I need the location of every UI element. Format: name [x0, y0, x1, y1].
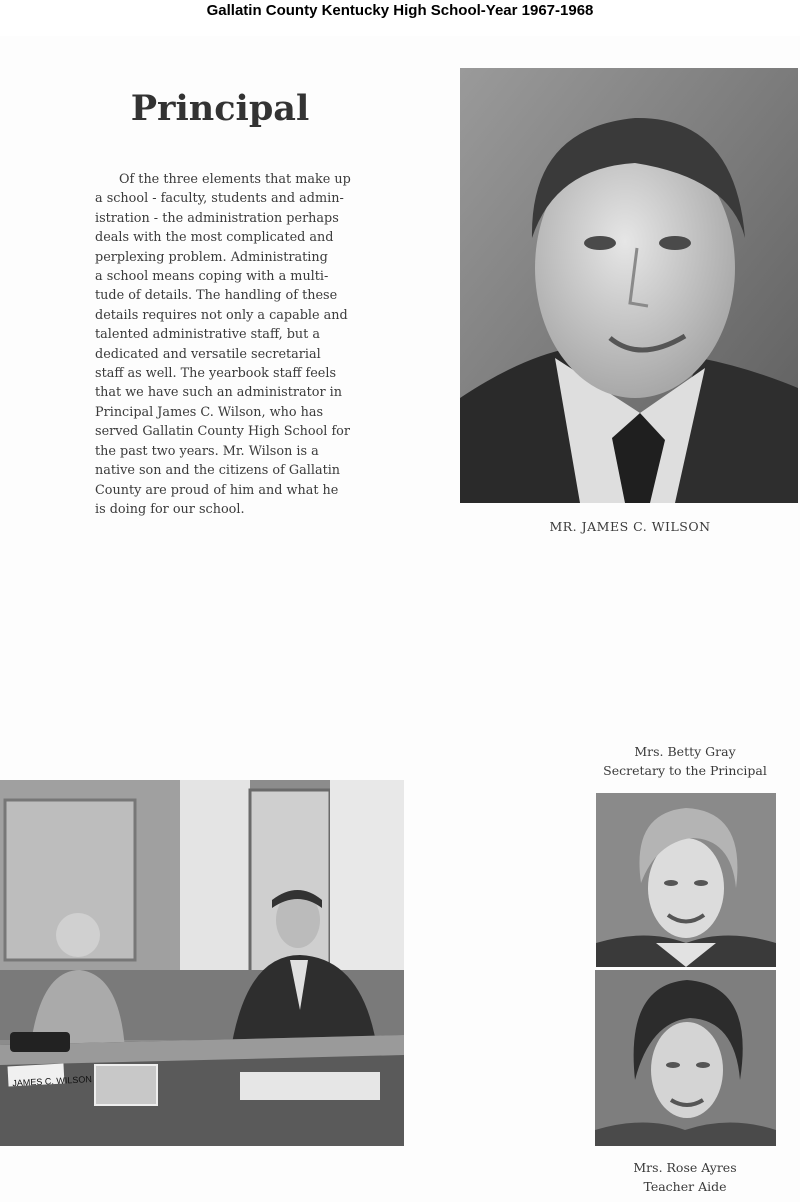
principal-paragraph: [95, 170, 385, 519]
yearbook-page: [0, 36, 800, 1202]
paragraph-line: details requires not only a capable and: [95, 307, 348, 323]
paragraph-line: Principal James C. Wilson, who has: [95, 404, 324, 420]
secretary-portrait-photo: [596, 793, 776, 967]
aide-caption: [580, 1158, 790, 1196]
paragraph-line: istration - the administration perhaps: [95, 210, 339, 226]
aide-role: Teacher Aide: [643, 1179, 727, 1194]
paragraph-line: deals with the most complicated and: [95, 230, 334, 246]
secretary-role: Secretary to the Principal: [603, 763, 767, 778]
paragraph-line: native son and the citizens of Gallatin: [95, 463, 341, 479]
paragraph-line: that we have such an administrator in: [95, 385, 342, 401]
aide-portrait-photo: [595, 970, 776, 1146]
paragraph-line: a school means coping with a multi-: [95, 269, 329, 285]
document-header-title: Gallatin County Kentucky High School-Year 1967-1968: [206, 2, 594, 19]
page-title: Principal: [130, 88, 310, 129]
paragraph-line: talented administrative staff, but a: [95, 327, 320, 343]
paragraph-line: staff as well. The yearbook staff feels: [95, 366, 337, 382]
office-desk-photo: [0, 780, 404, 1146]
secretary-name: Mrs. Betty Gray: [634, 744, 736, 759]
aide-name: Mrs. Rose Ayres: [633, 1160, 737, 1175]
paragraph-line: served Gallatin County High School for: [95, 424, 351, 440]
paragraph-line: dedicated and versatile secretarial: [95, 346, 321, 362]
desk-nameplate-text: JAMES C. WILSON: [12, 1074, 93, 1089]
paragraph-line: is doing for our school.: [95, 501, 245, 517]
paragraph-line: perplexing problem. Administrating: [95, 249, 328, 265]
document-header: [0, 0, 800, 36]
principal-portrait-photo: [460, 68, 798, 503]
paragraph-line: the past two years. Mr. Wilson is a: [95, 443, 319, 459]
paragraph-line: County are proud of him and what he: [95, 482, 339, 498]
paragraph-line: tude of details. The handling of these: [95, 288, 338, 304]
principal-caption: MR. JAMES C. WILSON: [549, 519, 711, 534]
paragraph-line: Of the three elements that make up: [119, 172, 351, 187]
secretary-caption: [580, 742, 790, 780]
paragraph-line: a school - faculty, students and admin-: [95, 191, 344, 207]
